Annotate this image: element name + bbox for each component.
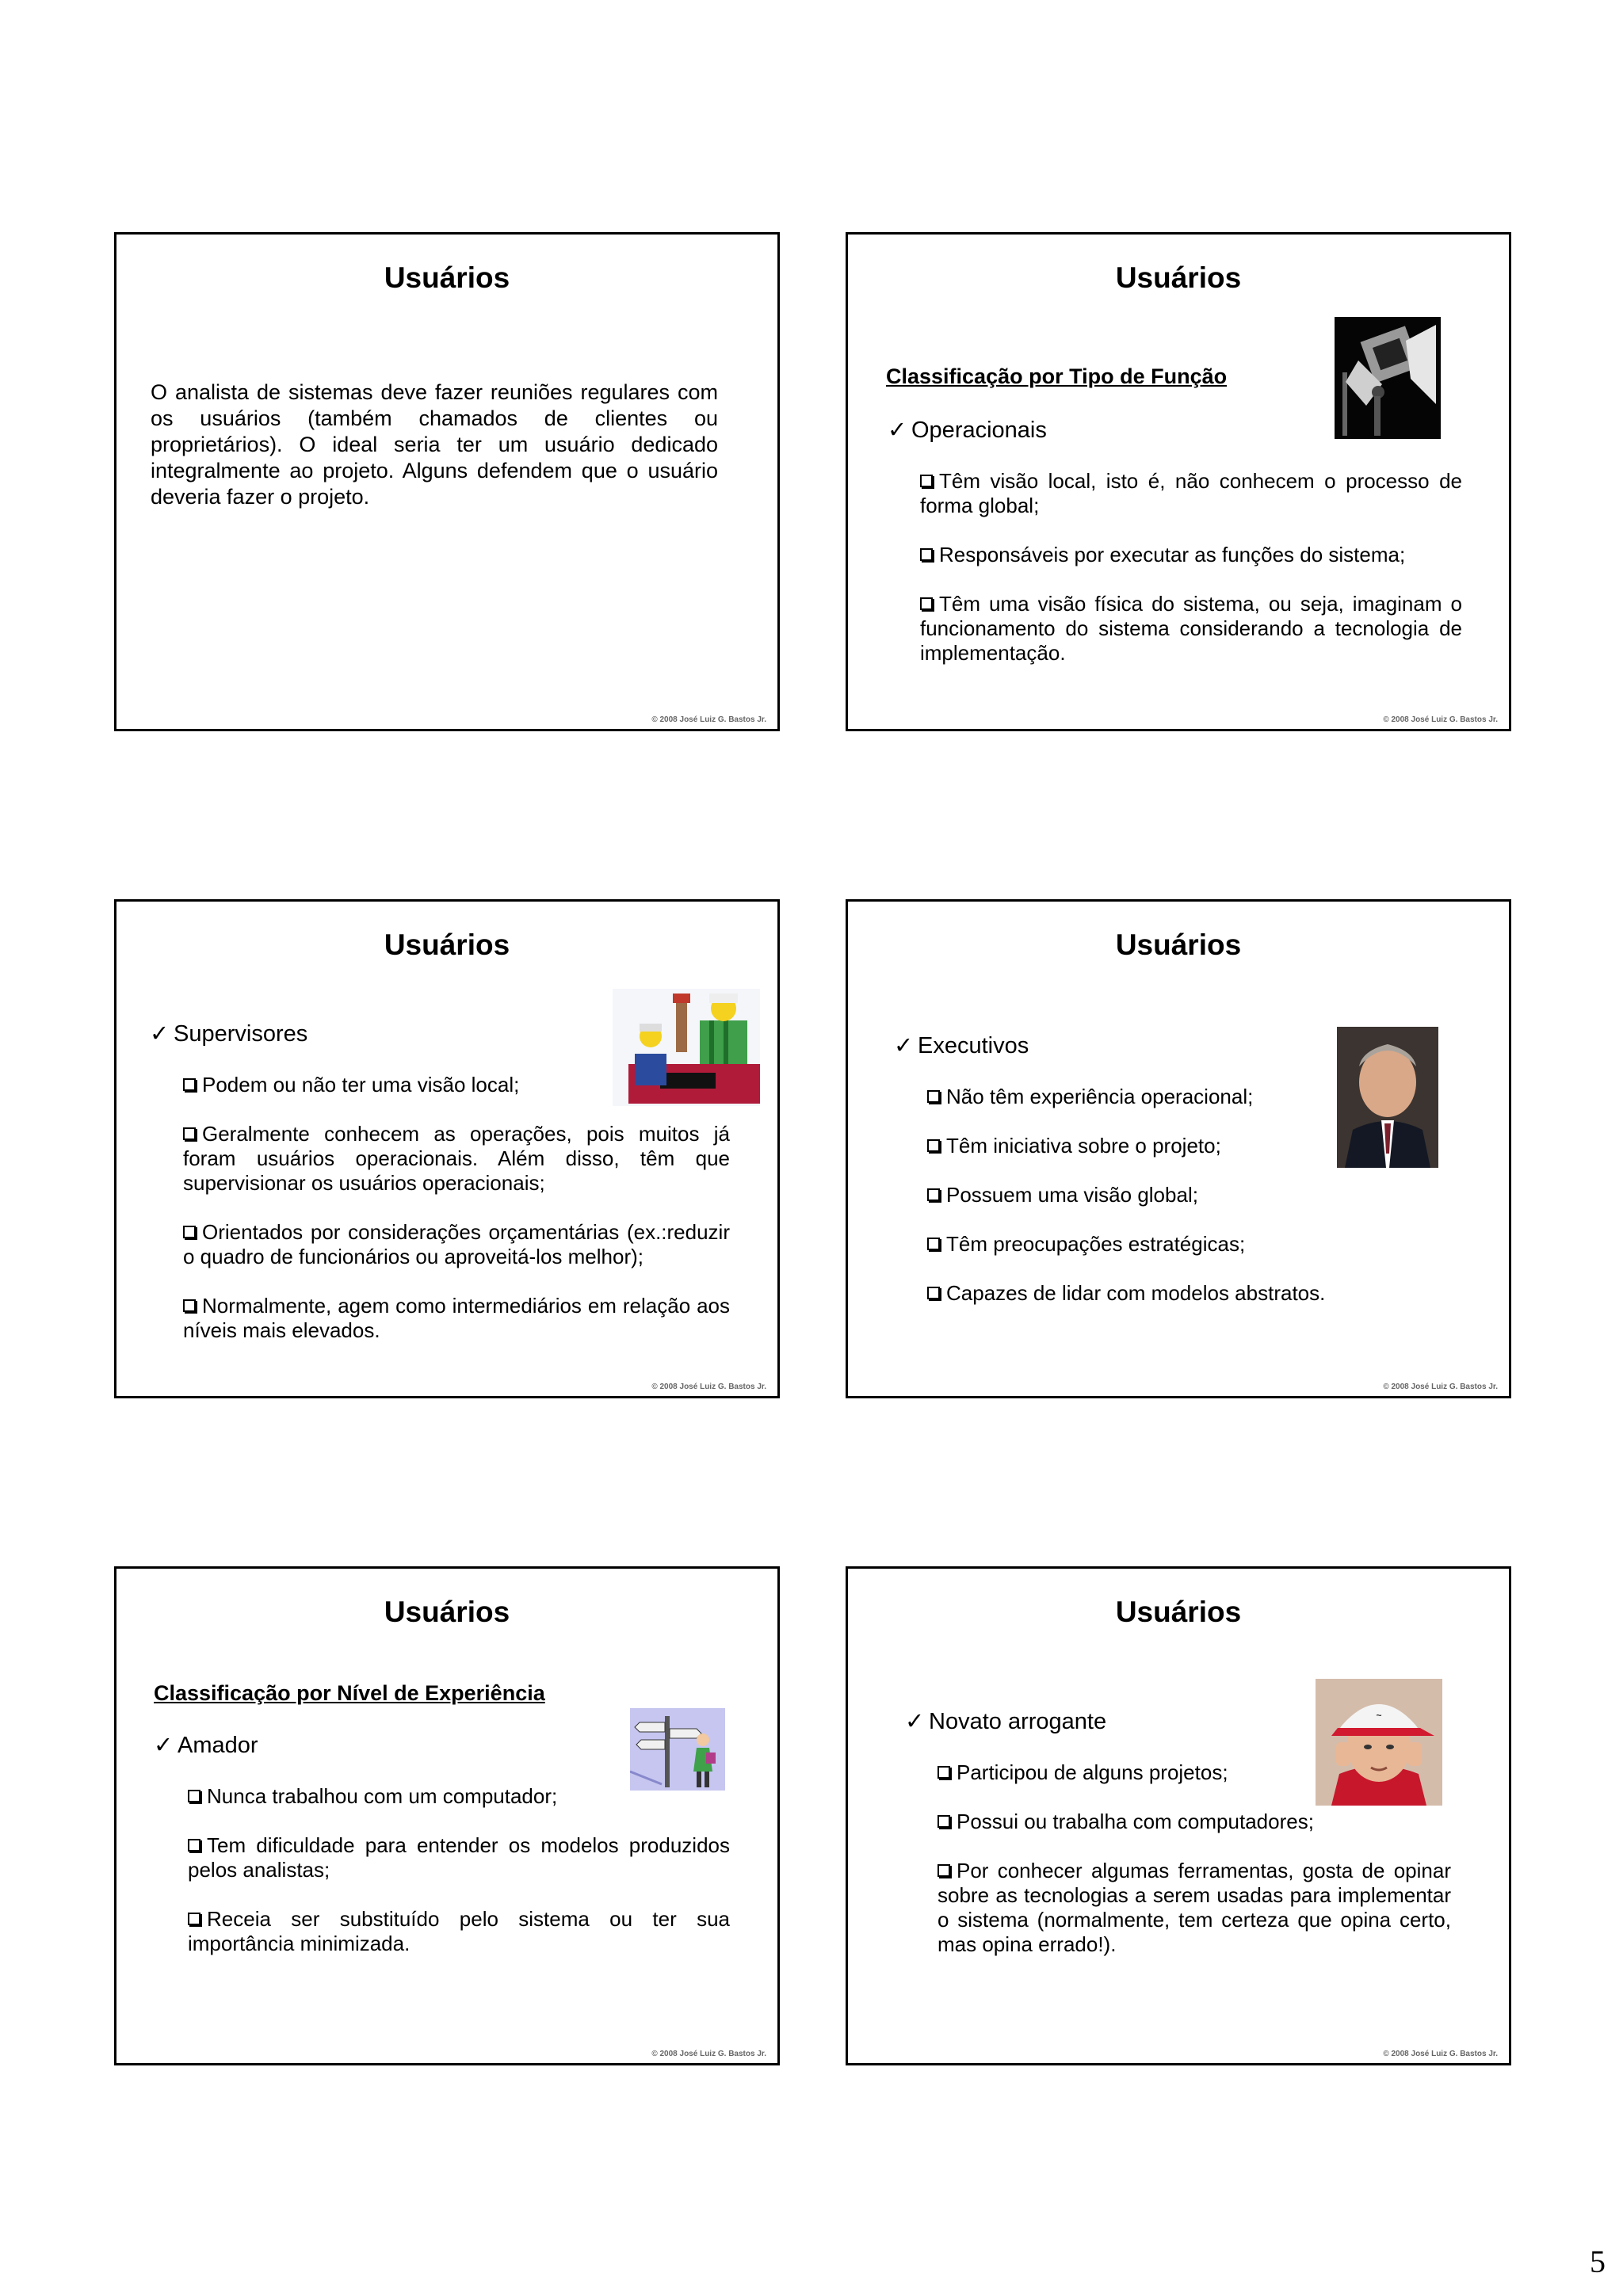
checkmark-icon: ✓ [894,1033,914,1058]
bullet-item: Responsáveis por executar as funções do sistema; [920,543,1462,567]
check-label: Amador [178,1733,258,1758]
check-label: Operacionais [911,418,1047,443]
slide-paragraph: O analista de sistemas deve fazer reuniões regulares com os usuários (também chamados de clientes ou proprietários). O ideal seria ter um usuário dedicado integralmente ao projeto. Alguns defendem que o usuário deveria fazer o projeto. [151,380,718,509]
bullet-item: Orientados por considerações orçamentárias (ex.:reduzir o quadro de funcionários ou aproveitá-los melhor); [183,1220,730,1268]
checkbox-bullet-icon [927,1238,940,1250]
checkbox-bullet-icon [927,1090,940,1103]
checkmark-icon: ✓ [888,418,907,443]
slide-4 [846,899,1511,1398]
slide-title: Usuários [384,1596,510,1628]
bullet-item: Capazes de lidar com modelos abstratos. [927,1281,1450,1306]
page-number: 5 [1590,2244,1606,2279]
checkbox-bullet-icon [927,1287,940,1299]
bullet-item: Por conhecer algumas ferramentas, gosta de opinar sobre as tecnologias a serem usadas para implementar o sistema (normalmente, tem certeza que opina certo, mas opina errado!). [938,1859,1451,1956]
checkbox-bullet-icon [920,548,933,561]
slide-title: Usuários [1115,929,1242,961]
check-item [150,1020,307,1047]
checkbox-bullet-icon [183,1127,196,1140]
stage-light-image [1335,317,1441,439]
slide-footer: © 2008 José Luiz G. Bastos Jr. [1383,1383,1498,1391]
slide-title: Usuários [384,261,510,294]
check-item [888,417,1047,444]
checkbox-bullet-icon [938,1815,950,1828]
slide-6 [846,1566,1511,2065]
bullet-item: Nunca trabalhou com um computador; [188,1784,730,1809]
check-item [905,1708,1106,1735]
section-heading: Classificação por Tipo de Função [886,364,1228,388]
slide-title: Usuários [384,929,510,961]
slide-5 [114,1566,780,2065]
bullet-item: Normalmente, agem como intermediários em relação aos níveis mais elevados. [183,1294,730,1342]
slide-3 [114,899,780,1398]
bullet-item: Geralmente conhecem as operações, pois muitos já foram usuários operacionais. Além disso, têm que supervisionar os usuários operacionais; [183,1122,730,1195]
slide-footer: © 2008 José Luiz G. Bastos Jr. [1383,715,1498,724]
checkmark-icon: ✓ [154,1733,174,1758]
bullet-item: Possui ou trabalha com computadores; [938,1810,1451,1834]
checkmark-icon: ✓ [150,1021,170,1047]
checkbox-bullet-icon [183,1226,196,1238]
checkbox-bullet-icon [920,597,933,610]
slide-footer: © 2008 José Luiz G. Bastos Jr. [1383,2050,1498,2058]
bullet-item: Receia ser substituído pelo sistema ou ter sua importância minimizada. [188,1907,730,1955]
slide-title: Usuários [1115,1596,1242,1628]
checkbox-bullet-icon [188,1913,200,1925]
bullet-item: Têm preocupações estratégicas; [927,1232,1450,1257]
check-label: Supervisores [174,1021,308,1047]
slide-footer: © 2008 José Luiz G. Bastos Jr. [651,715,766,724]
checkbox-bullet-icon [927,1188,940,1201]
bullet-item: Não têm experiência operacional; [927,1085,1450,1109]
bullet-item: Possuem uma visão global; [927,1183,1450,1207]
checkmark-icon: ✓ [905,1709,925,1734]
bullet-item: Tem dificuldade para entender os modelos produzidos pelos analistas; [188,1833,730,1882]
check-item [154,1732,258,1759]
slide-title: Usuários [1115,261,1242,294]
check-item [894,1032,1029,1059]
bullet-item: Têm visão local, isto é, não conhecem o processo de forma global; [920,469,1462,517]
bullet-item: Participou de alguns projetos; [938,1760,1451,1785]
slide-2 [846,232,1511,731]
checkbox-bullet-icon [183,1078,196,1091]
checkbox-bullet-icon [188,1839,200,1852]
section-heading: Classificação por Nível de Experiência [154,1681,545,1705]
svg-text:~: ~ [1376,1710,1382,1721]
slide-footer: © 2008 José Luiz G. Bastos Jr. [651,1383,766,1391]
checkbox-bullet-icon [938,1766,950,1779]
check-label: Novato arrogante [929,1709,1107,1734]
checkbox-bullet-icon [938,1864,950,1877]
checkbox-bullet-icon [183,1299,196,1312]
driver-portrait-image [1316,1679,1442,1806]
checkbox-bullet-icon [188,1790,200,1802]
bullet-item: Têm iniciativa sobre o projeto; [927,1134,1450,1158]
checkbox-bullet-icon [927,1139,940,1152]
checkbox-bullet-icon [920,475,933,487]
bullet-item: Têm uma visão física do sistema, ou seja, imaginam o funcionamento do sistema considerando a tecnologia de implementação. [920,592,1462,665]
slide-footer: © 2008 José Luiz G. Bastos Jr. [651,2050,766,2058]
signpost-person-image [630,1708,725,1791]
bullet-item: Podem ou não ter uma visão local; [183,1073,730,1097]
slide-1 [114,232,780,731]
check-label: Executivos [918,1033,1029,1058]
